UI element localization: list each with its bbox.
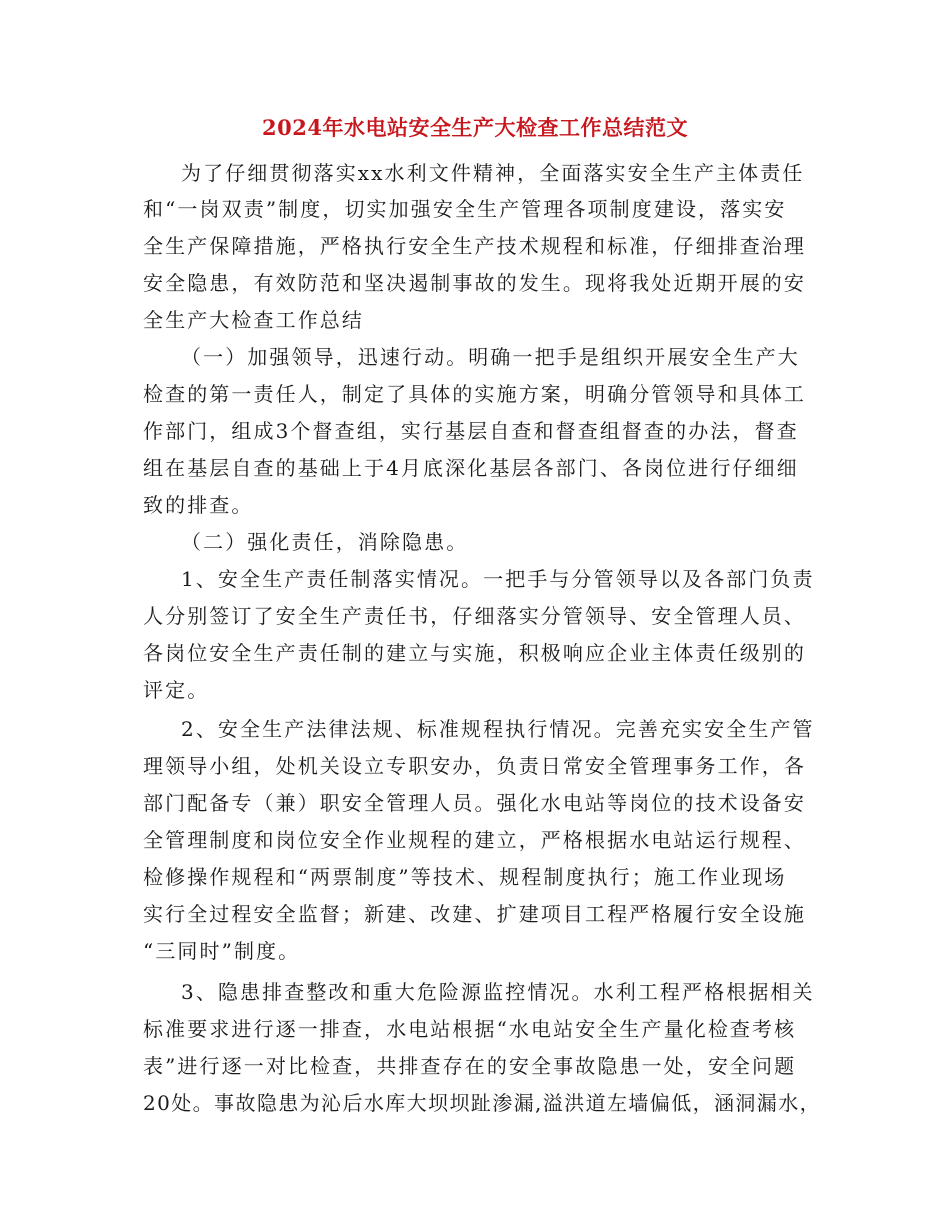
paragraph-line: 安全隐患，有效防范和坚决遏制事故的发生。现将我处近期开展的安 [143,271,806,295]
paragraph-line: 检查的第一责任人，制定了具体的实施方案，明确分管领导和具体工 [143,382,806,406]
paragraph-line: 人分别签订了安全生产责任书，仔细落实分管领导、安全管理人员、 [143,604,806,628]
paragraph-line: 组在基层自查的基础上于4月底深化基层各部门、各岗位进行仔细细 [143,456,799,480]
paragraph-line: 2、安全生产法律法规、标准规程执行情况。完善充实安全生产管 [181,717,815,741]
paragraph-line: 1、安全生产责任制落实情况。一把手与分管领导以及各部门负责 [181,567,815,591]
paragraph-line: 评定。 [143,678,210,702]
paragraph-line: 全生产大检查工作总结 [143,308,364,332]
document-title: 2024年水电站安全生产大检查工作总结范文 [262,115,688,140]
paragraph-line: 致的排查。 [143,493,254,517]
paragraph-line: “三同时”制度。 [143,939,301,963]
paragraph-line: 20处。事故隐患为沁后水库大坝坝趾渗漏,溢洪道左墙偏低，涵洞漏水， [143,1091,822,1115]
paragraph-line: （二）强化责任，消除隐患。 [181,530,469,554]
paragraph-line: 表”进行逐一对比检查，共排查存在的安全事故隐患一处，安全问题 [143,1054,797,1078]
paragraph-line: 实行全过程安全监督；新建、改建、扩建项目工程严格履行安全设施 [143,902,806,926]
paragraph-line: 检修操作规程和“两票制度”等技术、规程制度执行；施工作业现场 [143,865,787,889]
paragraph-line: （一）加强领导，迅速行动。明确一把手是组织开展安全生产大 [181,345,800,369]
paragraph-line: 和“一岗双责”制度，切实加强安全生产管理各项制度建设，落实安 [143,197,787,221]
paragraph-line: 部门配备专（兼）职安全管理人员。强化水电站等岗位的技术设备安 [143,791,806,815]
paragraph-line: 各岗位安全生产责任制的建立与实施，积极响应企业主体责任级别的 [143,641,806,665]
paragraph-line: 标准要求进行逐一排查，水电站根据“水电站安全生产量化检查考核 [143,1017,797,1041]
paragraph-line: 作部门，组成3个督查组，实行基层自查和督查组督查的办法，督查 [143,419,799,443]
paragraph-line: 理领导小组，处机关设立专职安办，负责日常安全管理事务工作，各 [143,754,806,778]
paragraph-line: 全生产保障措施，严格执行安全生产技术规程和标准，仔细排查治理 [143,234,806,258]
paragraph-line: 3、隐患排查整改和重大危险源监控情况。水利工程严格根据相关 [181,980,815,1004]
paragraph-line: 为了仔细贯彻落实xx水利文件精神，全面落实安全生产主体责任 [181,161,805,185]
paragraph-line: 全管理制度和岗位安全作业规程的建立，严格根据水电站运行规程、 [143,828,806,852]
